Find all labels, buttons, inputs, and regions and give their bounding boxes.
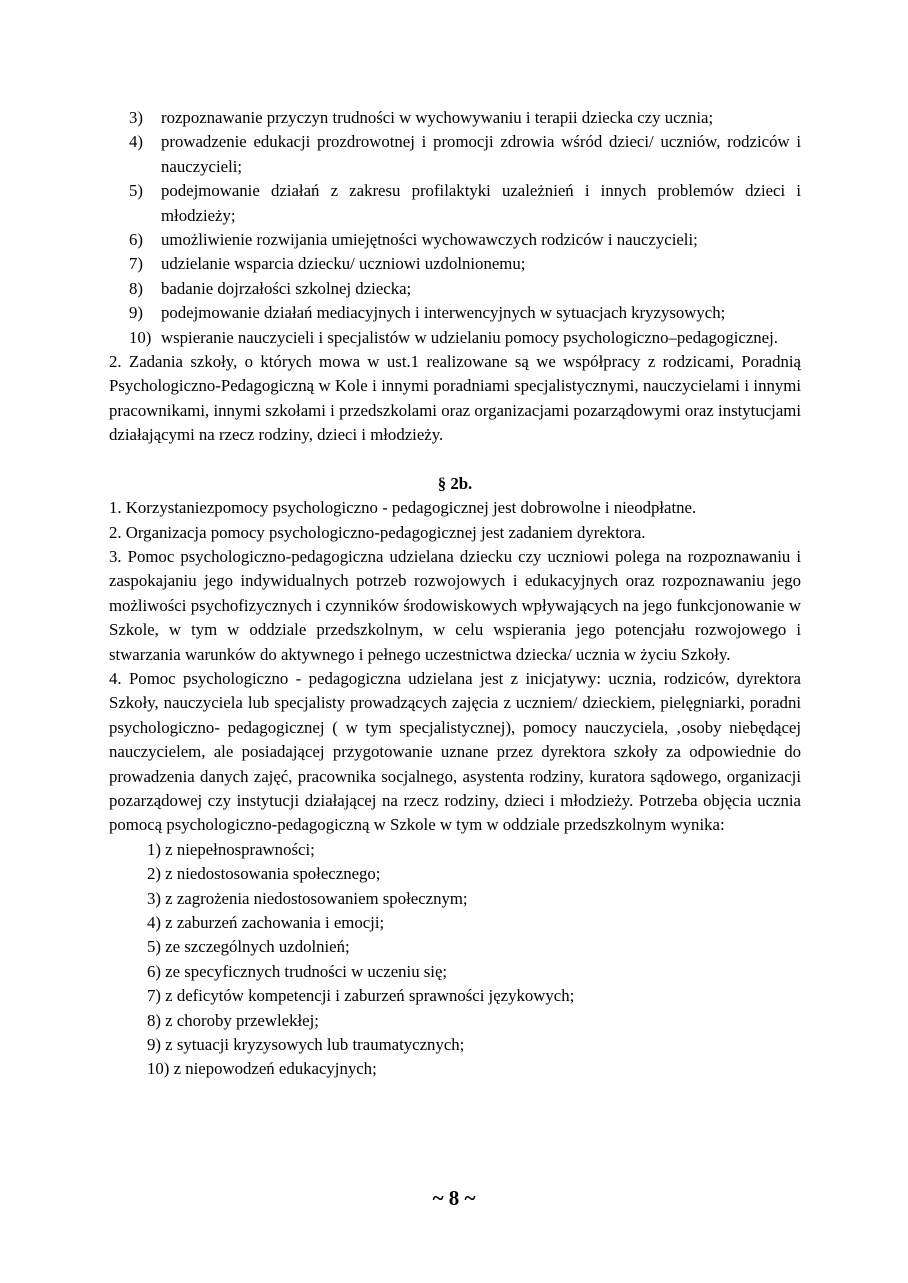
spacer bbox=[109, 448, 801, 472]
list-item: 2) z niedostosowania społecznego; bbox=[147, 864, 381, 884]
item-number: 10) bbox=[129, 327, 152, 347]
list-item bbox=[109, 228, 801, 252]
list-item bbox=[109, 277, 801, 301]
list-item bbox=[109, 130, 801, 179]
item-text: prowadzenie edukacji prozdrowotnej i promocji zdrowia wśród dzieci/ uczniów, rodziców i nauczycieli; bbox=[161, 132, 801, 176]
item-number: 3) bbox=[129, 108, 143, 127]
list-item: 1) z niepełnosprawności; bbox=[147, 839, 315, 859]
item-text: rozpoznawanie przyczyn trudności w wychowywaniu i terapii dziecka czy ucznia; bbox=[161, 108, 714, 127]
item-number: 9) bbox=[129, 303, 143, 323]
page-number: ~ 8 ~ bbox=[432, 1186, 476, 1210]
item-text: badanie dojrzałości szkolnej dziecka; bbox=[161, 278, 412, 298]
list-item: 7) z deficytów kompetencji i zaburzeń sprawności językowych; bbox=[147, 986, 575, 1006]
list-item bbox=[109, 326, 801, 350]
list-item bbox=[109, 106, 801, 130]
item-text: udzielanie wsparcia dziecku/ uczniowi uzdolnionemu; bbox=[161, 254, 526, 274]
list-item: 9) z sytuacji kryzysowych lub traumatycznych; bbox=[147, 1035, 465, 1055]
point-3: 3. Pomoc psychologiczno-pedagogiczna udzielana dziecku czy uczniowi polega na rozpoznawaniu i zaspokajaniu jego indywidualnych potrzeb rozwojowych i edukacyjnych oraz rozpoznawaniu jego możliwości psychofizycznych i czynników środowiskowych wpływających na jego funkcjonowanie w Szkole, w tym w oddziale przedszkolnym, w celu wspierania jego potencjału rozwojowego i stwarzania warunków do aktywnego i pełnego uczestnictwa dziecka/ ucznia w życiu Szkoły. bbox=[109, 546, 801, 664]
item-text: umożliwienie rozwijania umiejętności wychowawczych rodziców i nauczycieli; bbox=[161, 230, 698, 250]
item-number: 7) bbox=[129, 254, 143, 274]
list-item: 8) z choroby przewlekłej; bbox=[147, 1010, 319, 1030]
list-item: 5) ze szczególnych uzdolnień; bbox=[147, 937, 350, 957]
point-1: 1. Korzystaniezpomocy psychologiczno - pedagogicznej jest dobrowolne i nieodpłatne. bbox=[109, 498, 697, 518]
item-number: 4) bbox=[129, 132, 143, 152]
item-text: wspieranie nauczycieli i specjalistów w udzielaniu pomocy psychologiczno–pedagogicznej. bbox=[161, 327, 778, 347]
list-item: 6) ze specyficznych trudności w uczeniu się; bbox=[147, 961, 448, 981]
point-4: 4. Pomoc psychologiczno - pedagogiczna udzielana jest z inicjatywy: ucznia, rodziców, dyrektora Szkoły, nauczyciela lub specjalisty prowadzących zajęcia z uczniem/ dzieckiem, pielęgniarki, poradni psychologiczno- pedagogicznej ( w tym specjalistycznej), pomocy nauczyciela, ‚osoby niebędącej nauczycielem, ale posiadającej przygotowanie uznane przez dyrektora szkoły za odpowiednie do prowadzenia danych zajęć, pracownika socjalnego, asystenta rodziny, kuratora sądowego, organizacji pozarządowej czy instytucji działającej na rzecz rodziny, dzieci i młodzieży. Potrzeba objęcia ucznia pomocą psychologiczno-pedagogiczną w Szkole w tym w oddziale przedszkolnym wynika: bbox=[109, 668, 801, 835]
item-number: 8) bbox=[129, 278, 143, 298]
list-item bbox=[109, 179, 801, 228]
list-item: 4) z zaburzeń zachowania i emocji; bbox=[147, 913, 385, 932]
document-page bbox=[109, 106, 801, 1082]
list-item bbox=[109, 301, 801, 325]
section-heading: § 2b. bbox=[437, 473, 473, 493]
list-item: 3) z zagrożenia niedostosowaniem społecznym; bbox=[147, 888, 468, 908]
point-2: 2. Organizacja pomocy psychologiczno-pedagogicznej jest zadaniem dyrektora. bbox=[109, 522, 646, 542]
needs-list bbox=[109, 838, 801, 1082]
paragraph-2: 2. Zadania szkoły, o których mowa w ust.1 realizowane są we współpracy z rodzicami, Poradnią Psychologiczno-Pedagogiczną w Kole i innymi poradniami specjalistycznymi, nauczycielami i innymi pracownikami, innymi szkołami i przedszkolami oraz organizacjami pozarządowymi oraz instytucjami działającymi na rzecz rodziny, dzieci i młodzieży. bbox=[109, 352, 801, 445]
item-number: 6) bbox=[129, 230, 143, 250]
item-text: podejmowanie działań mediacyjnych i interwencyjnych w sytuacjach kryzysowych; bbox=[161, 303, 726, 323]
item-number: 5) bbox=[129, 181, 143, 201]
task-list bbox=[109, 106, 801, 350]
list-item: 10) z niepowodzeń edukacyjnych; bbox=[147, 1059, 377, 1079]
item-text: podejmowanie działań z zakresu profilaktyki uzależnień i innych problemów dzieci i młodzieży; bbox=[161, 181, 801, 225]
list-item bbox=[109, 252, 801, 276]
